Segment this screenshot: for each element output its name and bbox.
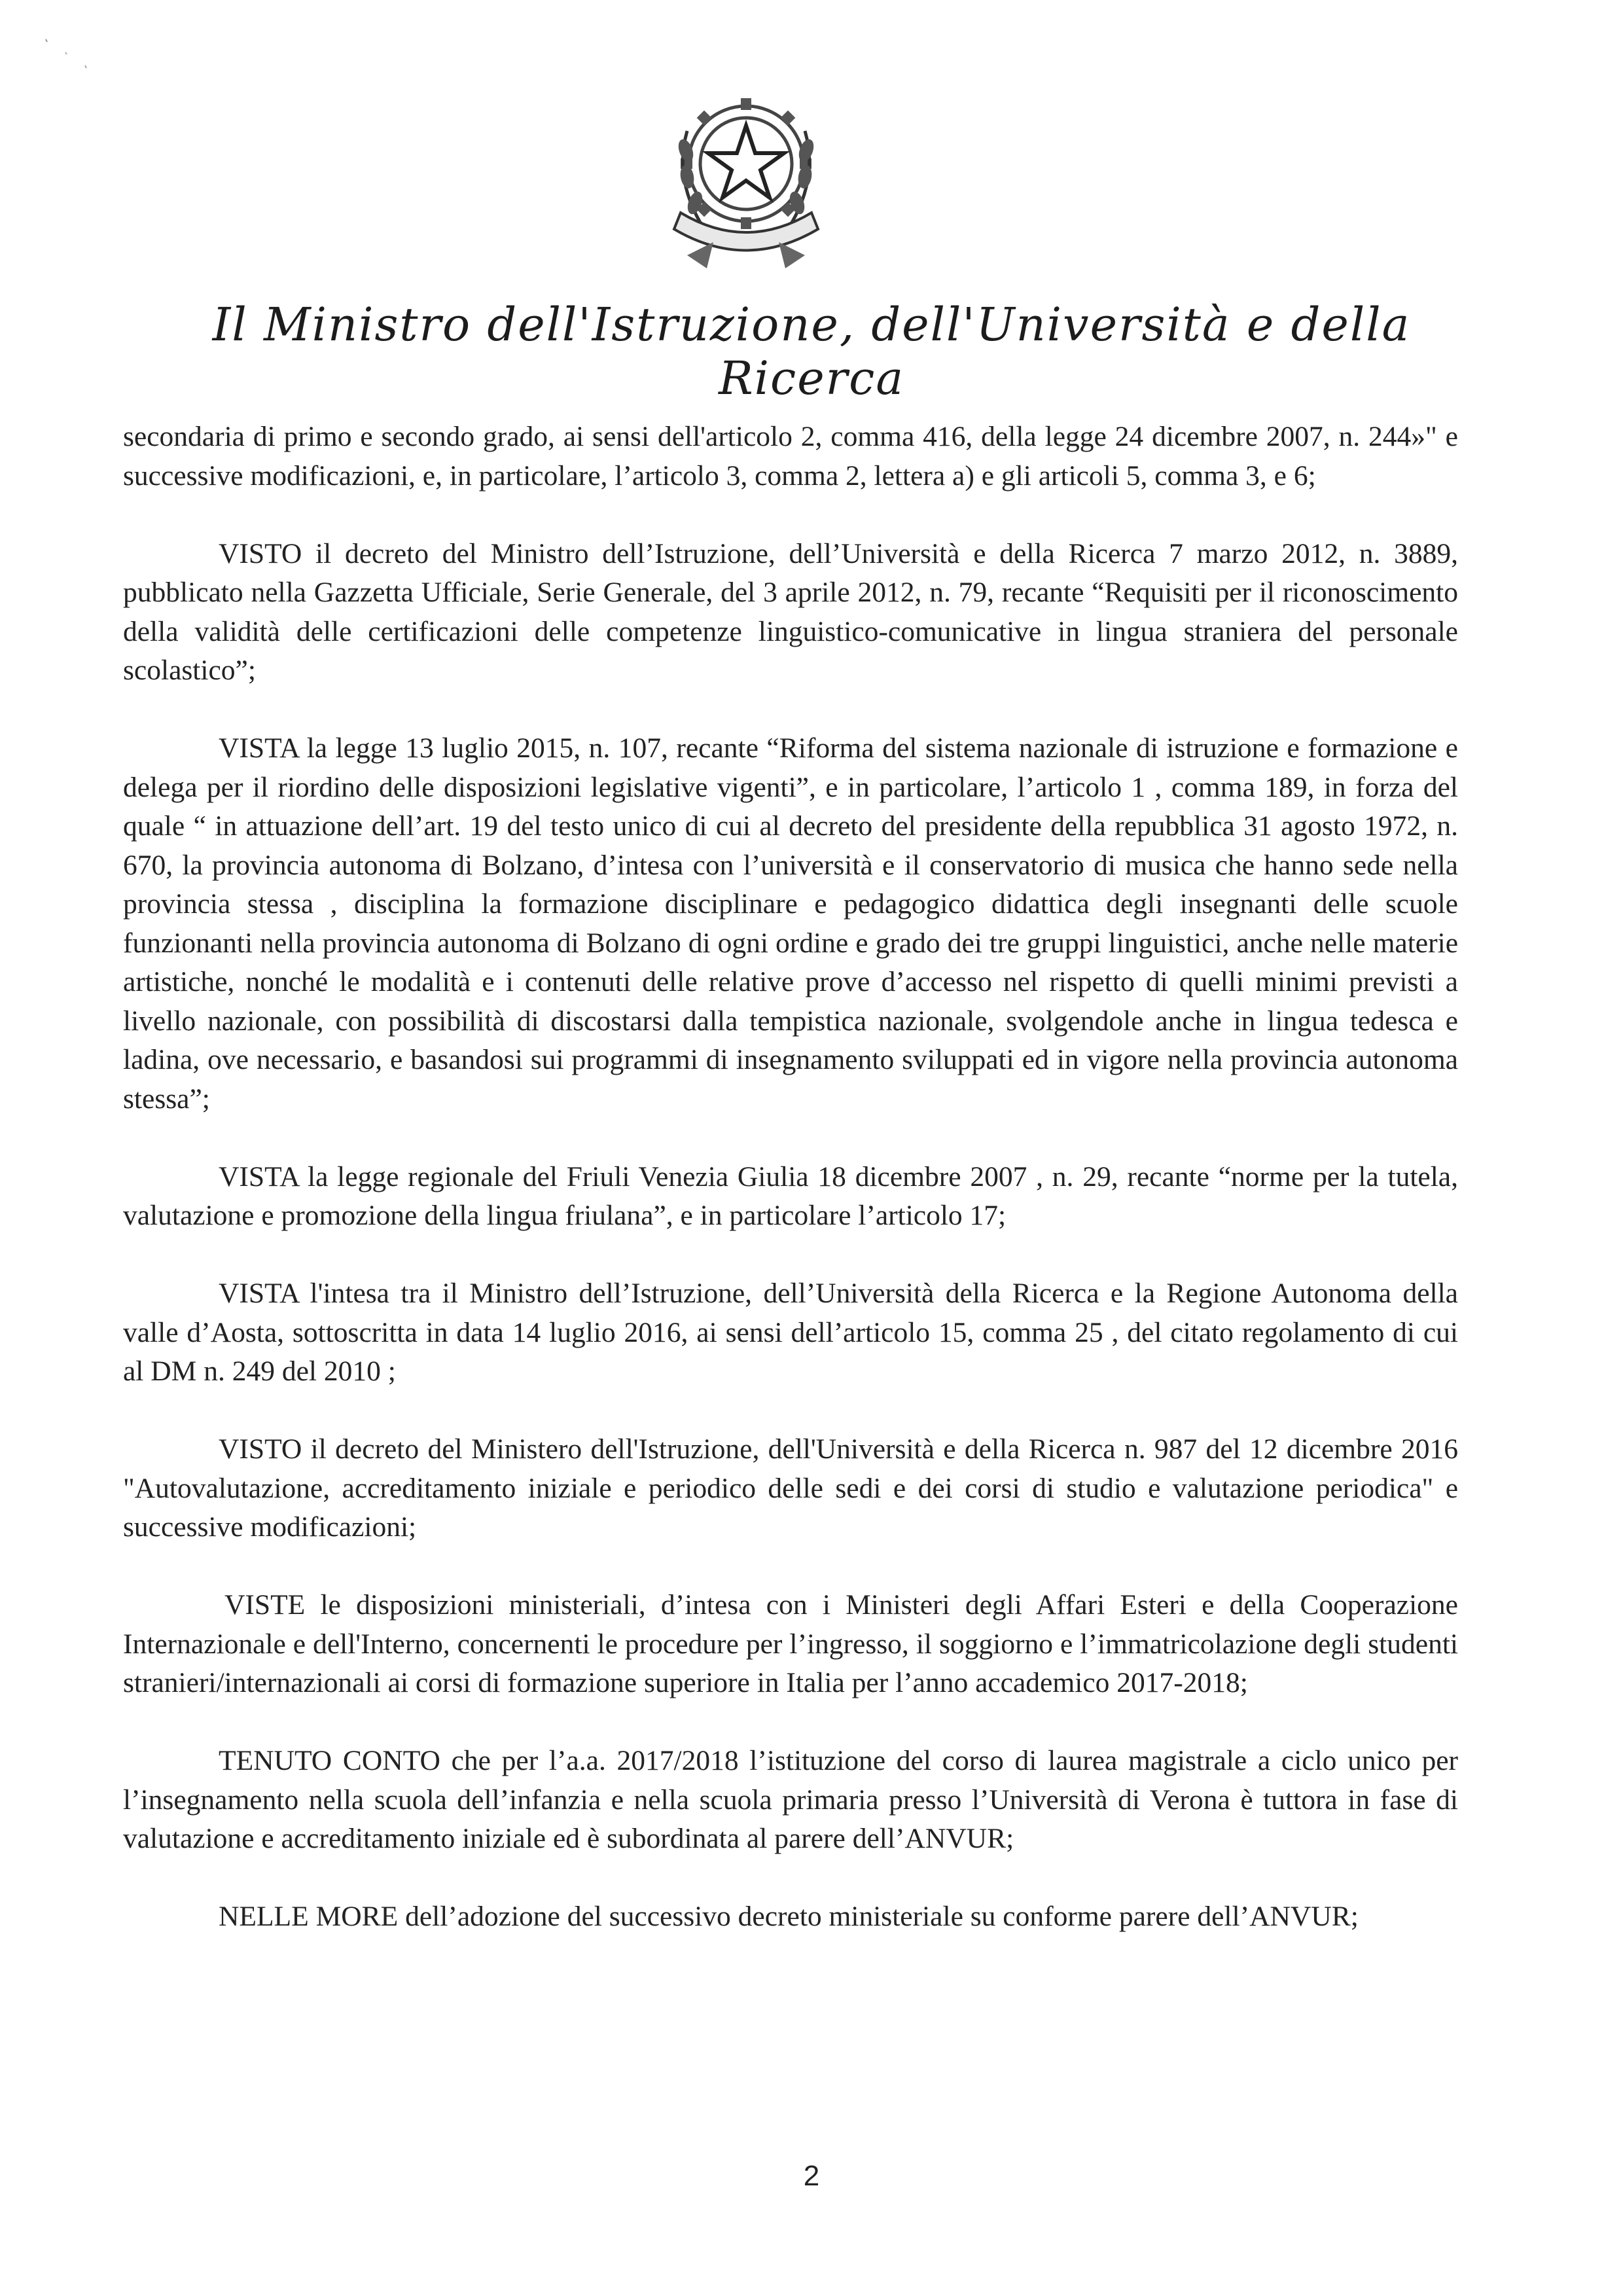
paragraph-visto-decreto-2012: VISTO il decreto del Ministro dell’Istruzione, dell’Università e della Ricerca 7 marzo 2012, n. 3889, pubblicato nella Gazzetta Ufficiale, Serie Generale, del 3 aprile 2012, n. 79, recante “Requisiti per il riconoscimento della validità delle certificazioni delle competenze linguistico-comunicative in lingua straniera del personale scolastico”; xyxy=(123,537,1458,686)
paragraph-visto-decreto-987: VISTO il decreto del Ministero dell'Istruzione, dell'Università e della Ricerca n. 987 del 12 dicembre 2016 "Autovalutazione, accreditamento iniziale e periodico delle sedi e dei corsi di studio e valutazione periodica" e successive modificazioni; xyxy=(123,1433,1458,1543)
ministry-title: Il Ministro dell'Istruzione, dell'Università e della Ricerca xyxy=(212,298,1411,405)
paragraph-vista-intesa-aosta: VISTA l'intesa tra il Ministro dell’Istruzione, dell’Università della Ricerca e la Regione Autonoma della valle d’Aosta, sottoscritta in data 14 luglio 2016, ai sensi dell’articolo 15, comma 25 , del citato regolamento di cui al DM n. 249 del 2010 ; xyxy=(123,1278,1458,1387)
italian-republic-emblem-icon xyxy=(661,79,831,275)
paragraph-vista-legge-regionale: VISTA la legge regionale del Friuli Venezia Giulia 18 dicembre 2007 , n. 29, recante “norme per la tutela, valutazione e promozione della lingua friulana”, e in particolare l’articolo 17; xyxy=(123,1160,1458,1231)
paragraph-viste-disposizioni: VISTE le disposizioni ministeriali, d’intesa con i Ministeri degli Affari Esteri e della Cooperazione Internazionale e dell'Interno, concernenti le procedure per l’ingresso, il soggiorno e l’immatricolazione degli studenti stranieri/internazionali ai corsi di formazione superiore in Italia per l’anno accademico 2017-2018; xyxy=(123,1589,1458,1698)
page-number: 2 xyxy=(803,2160,820,2192)
document-body xyxy=(123,418,1458,1975)
paragraph-tenuto-conto: TENUTO CONTO che per l’a.a. 2017/2018 l’istituzione del corso di laurea magistrale a ciclo unico per l’insegnamento nella scuola dell’infanzia e nella scuola primaria presso l’Università di Verona è tuttora in fase di valutazione e accreditamento iniziale ed è subordinata al parere dell’ANVUR; xyxy=(123,1745,1458,1854)
paragraph-vista-legge-107: VISTA la legge 13 luglio 2015, n. 107, recante “Riforma del sistema nazionale di istruzione e formazione e delega per il riordino delle disposizioni legislative vigenti”, e in particolare, l’articolo 1 , comma 189, in forza del quale “ in attuazione dell’art. 19 del testo unico di cui al decreto del presidente della repubblica 31 agosto 1972, n. 670, la provincia autonoma di Bolzano, d’intesa con l’università e il conservatorio di musica che hanno sede nella provincia stessa , disciplina la formazione disciplinare e pedagogico didattica degli insegnanti delle scuole funzionanti nella provincia autonoma di Bolzano di ogni ordine e grado dei tre gruppi linguistici, anche nelle materie artistiche, nonché le modalità e i contenuti delle relative prove d’accesso nel rispetto di quelli minimi previsti a livello nazionale, con possibilità di discostarsi dalla tempistica nazionale, svolgendole anche in lingua tedesca e ladina, ove necessario, e basandosi sui programmi di insegnamento sviluppati ed in vigore nella provincia autonoma stessa”; xyxy=(123,732,1458,1115)
paragraph-continuation: secondaria di primo e secondo grado, ai sensi dell'articolo 2, comma 416, della legge 24 dicembre 2007, n. 244»" e successive modificazioni, e, in particolare, l’articolo 3, comma 2, lettera a) e gli articoli 5, comma 3, e 6; xyxy=(123,421,1458,492)
scan-mark-icon xyxy=(39,33,105,72)
paragraph-nelle-more: NELLE MORE dell’adozione del successivo decreto ministeriale su conforme parere dell’ANVUR; xyxy=(219,1901,1359,1932)
